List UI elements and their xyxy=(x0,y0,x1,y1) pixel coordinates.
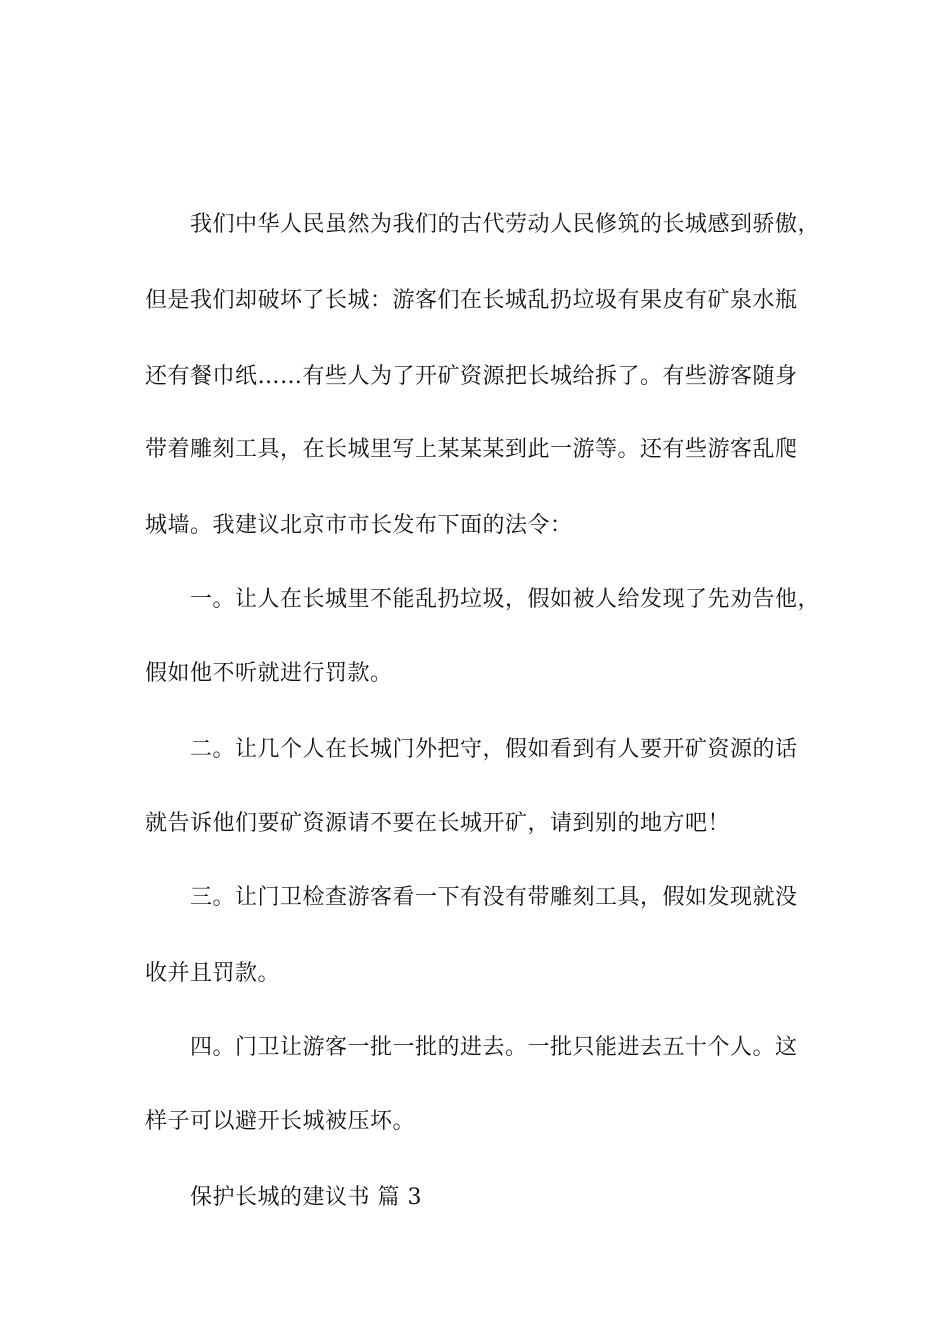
paragraph-1-line-4: 带着雕刻工具，在长城里写上某某某到此一游等。还有些游客乱爬 xyxy=(145,437,798,462)
item-1-line-1: 一。让人在长城里不能乱扔垃圾，假如被人给发现了先劝告他， xyxy=(190,587,821,612)
item-2-line-2: 就告诉他们要矿资源请不要在长城开矿，请到别的地方吧！ xyxy=(145,811,731,836)
item-4-line-1: 四。门卫让游客一批一批的进去。一批只能进去五十个人。这 xyxy=(190,1035,798,1060)
section-heading: 保护长城的建议书 篇 3 xyxy=(190,1185,422,1210)
item-4-line-2: 样子可以避开长城被压坏。 xyxy=(145,1109,416,1134)
item-3-line-1: 三。让门卫检查游客看一下有没有带雕刻工具，假如发现就没 xyxy=(190,885,798,910)
paragraph-1-line-3: 还有餐巾纸……有些人为了开矿资源把长城给拆了。有些游客随身 xyxy=(145,364,798,389)
item-1-line-2: 假如他不听就进行罚款。 xyxy=(145,661,393,686)
item-3-line-2: 收并且罚款。 xyxy=(145,961,281,986)
item-2-line-1: 二。让几个人在长城门外把守，假如看到有人要开矿资源的话 xyxy=(190,737,798,762)
paragraph-1-line-5: 城墙。我建议北京市市长发布下面的法令： xyxy=(145,513,573,538)
paragraph-1-line-2: 但是我们却破坏了长城：游客们在长城乱扔垃圾有果皮有矿泉水瓶 xyxy=(145,288,798,313)
paragraph-1-line-1: 我们中华人民虽然为我们的古代劳动人民修筑的长城感到骄傲， xyxy=(190,212,821,237)
